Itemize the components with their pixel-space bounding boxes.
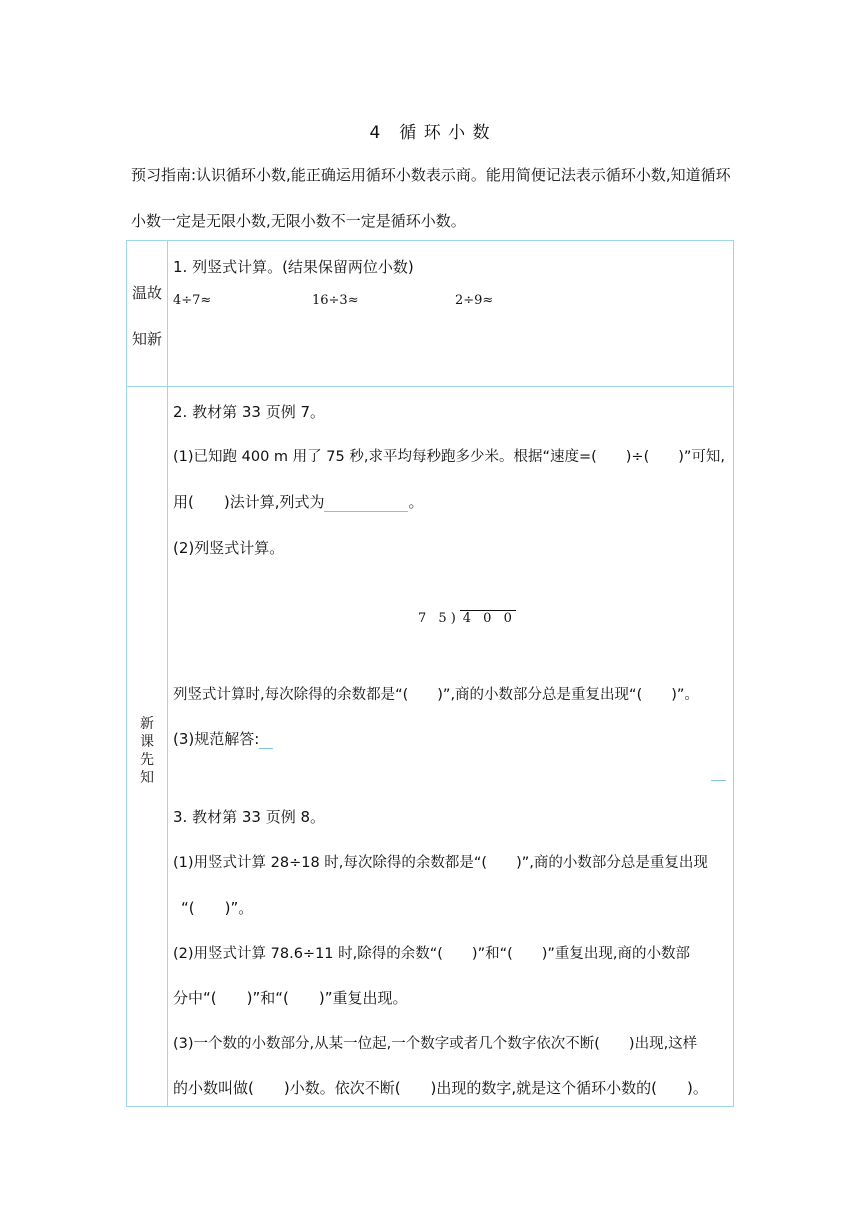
question-3-3-line-1: (3)一个数的小数部分,从某一位起,一个数字或者几个数字依次不断( )出现,这样 (173, 1036, 698, 1052)
question-2-title: 2. 教材第 33 页例 7。 (173, 403, 326, 421)
question-3-3-line-2: 的小数叫做( )小数。依次不断( )出现的数字,就是这个循环小数的( )。 (173, 1079, 708, 1097)
answer-blank-solution[interactable] (259, 730, 273, 749)
expression-2-div-9: 2÷9≈ (455, 293, 494, 308)
answer-blank-solution-end[interactable] (711, 780, 726, 781)
section-label-char: 先 (140, 752, 154, 768)
question-2-3 (173, 728, 273, 749)
section-label-char: 新 (140, 716, 154, 732)
question-3-1-line-2: “( )”。 (181, 899, 254, 917)
question-2-1-line-2-text: 用( )法计算,列式为 (173, 493, 325, 511)
question-1: 1. 列竖式计算。(结果保留两位小数) (173, 258, 414, 276)
exercise-table (126, 240, 734, 1107)
long-division-setup (418, 610, 516, 626)
section-label-new-lesson (127, 715, 167, 787)
table-row-divider (127, 386, 733, 387)
question-3-1-line-1: (1)用竖式计算 28÷18 时,每次除得的余数都是“( )”,商的小数部分总是重复出现 (173, 855, 708, 871)
division-bracket-icon: ) (450, 611, 460, 626)
question-2-3-text: (3)规范解答: (173, 730, 260, 748)
answer-blank-expression[interactable] (324, 493, 408, 512)
preview-guide-line-2: 小数一定是无限小数,无限小数不一定是循环小数。 (131, 212, 466, 230)
division-dividend: 4 0 0 (460, 610, 516, 626)
preview-guide-line-1: 预习指南:认识循环小数,能正确运用循环小数表示商。能用简便记法表示循环小数,知道循环 (131, 166, 731, 184)
division-divisor: 7 5 (418, 611, 451, 626)
section-label-review-top: 温故 (131, 284, 162, 302)
question-2-2: (2)列竖式计算。 (173, 539, 285, 557)
question-3-2-line-1: (2)用竖式计算 78.6÷11 时,除得的余数“( )”和“( )”重复出现,商的小数部 (173, 946, 691, 962)
question-3-2-line-2: 分中“( )”和“( )”重复出现。 (173, 989, 408, 1007)
section-label-char: 知 (140, 770, 154, 786)
table-column-divider (167, 241, 168, 1106)
question-2-1-line-2-end: 。 (408, 493, 424, 511)
expression-4-div-7: 4÷7≈ (173, 293, 212, 308)
question-3-title: 3. 教材第 33 页例 8。 (173, 808, 326, 826)
section-label-review-bottom: 知新 (131, 330, 162, 348)
question-2-1-line-1: (1)已知跑 400 m 用了 75 秒,求平均每秒跑多少米。根据“速度=( )÷( )”可知, (173, 449, 726, 465)
expression-16-div-3: 16÷3≈ (312, 293, 359, 308)
question-2-2-fill: 列竖式计算时,每次除得的余数都是“( )”,商的小数部分总是重复出现“( )”。 (173, 687, 699, 703)
page-title: 4 循 环 小 数 (369, 123, 491, 143)
question-2-1-line-2 (173, 491, 424, 512)
section-label-char: 课 (140, 734, 154, 750)
